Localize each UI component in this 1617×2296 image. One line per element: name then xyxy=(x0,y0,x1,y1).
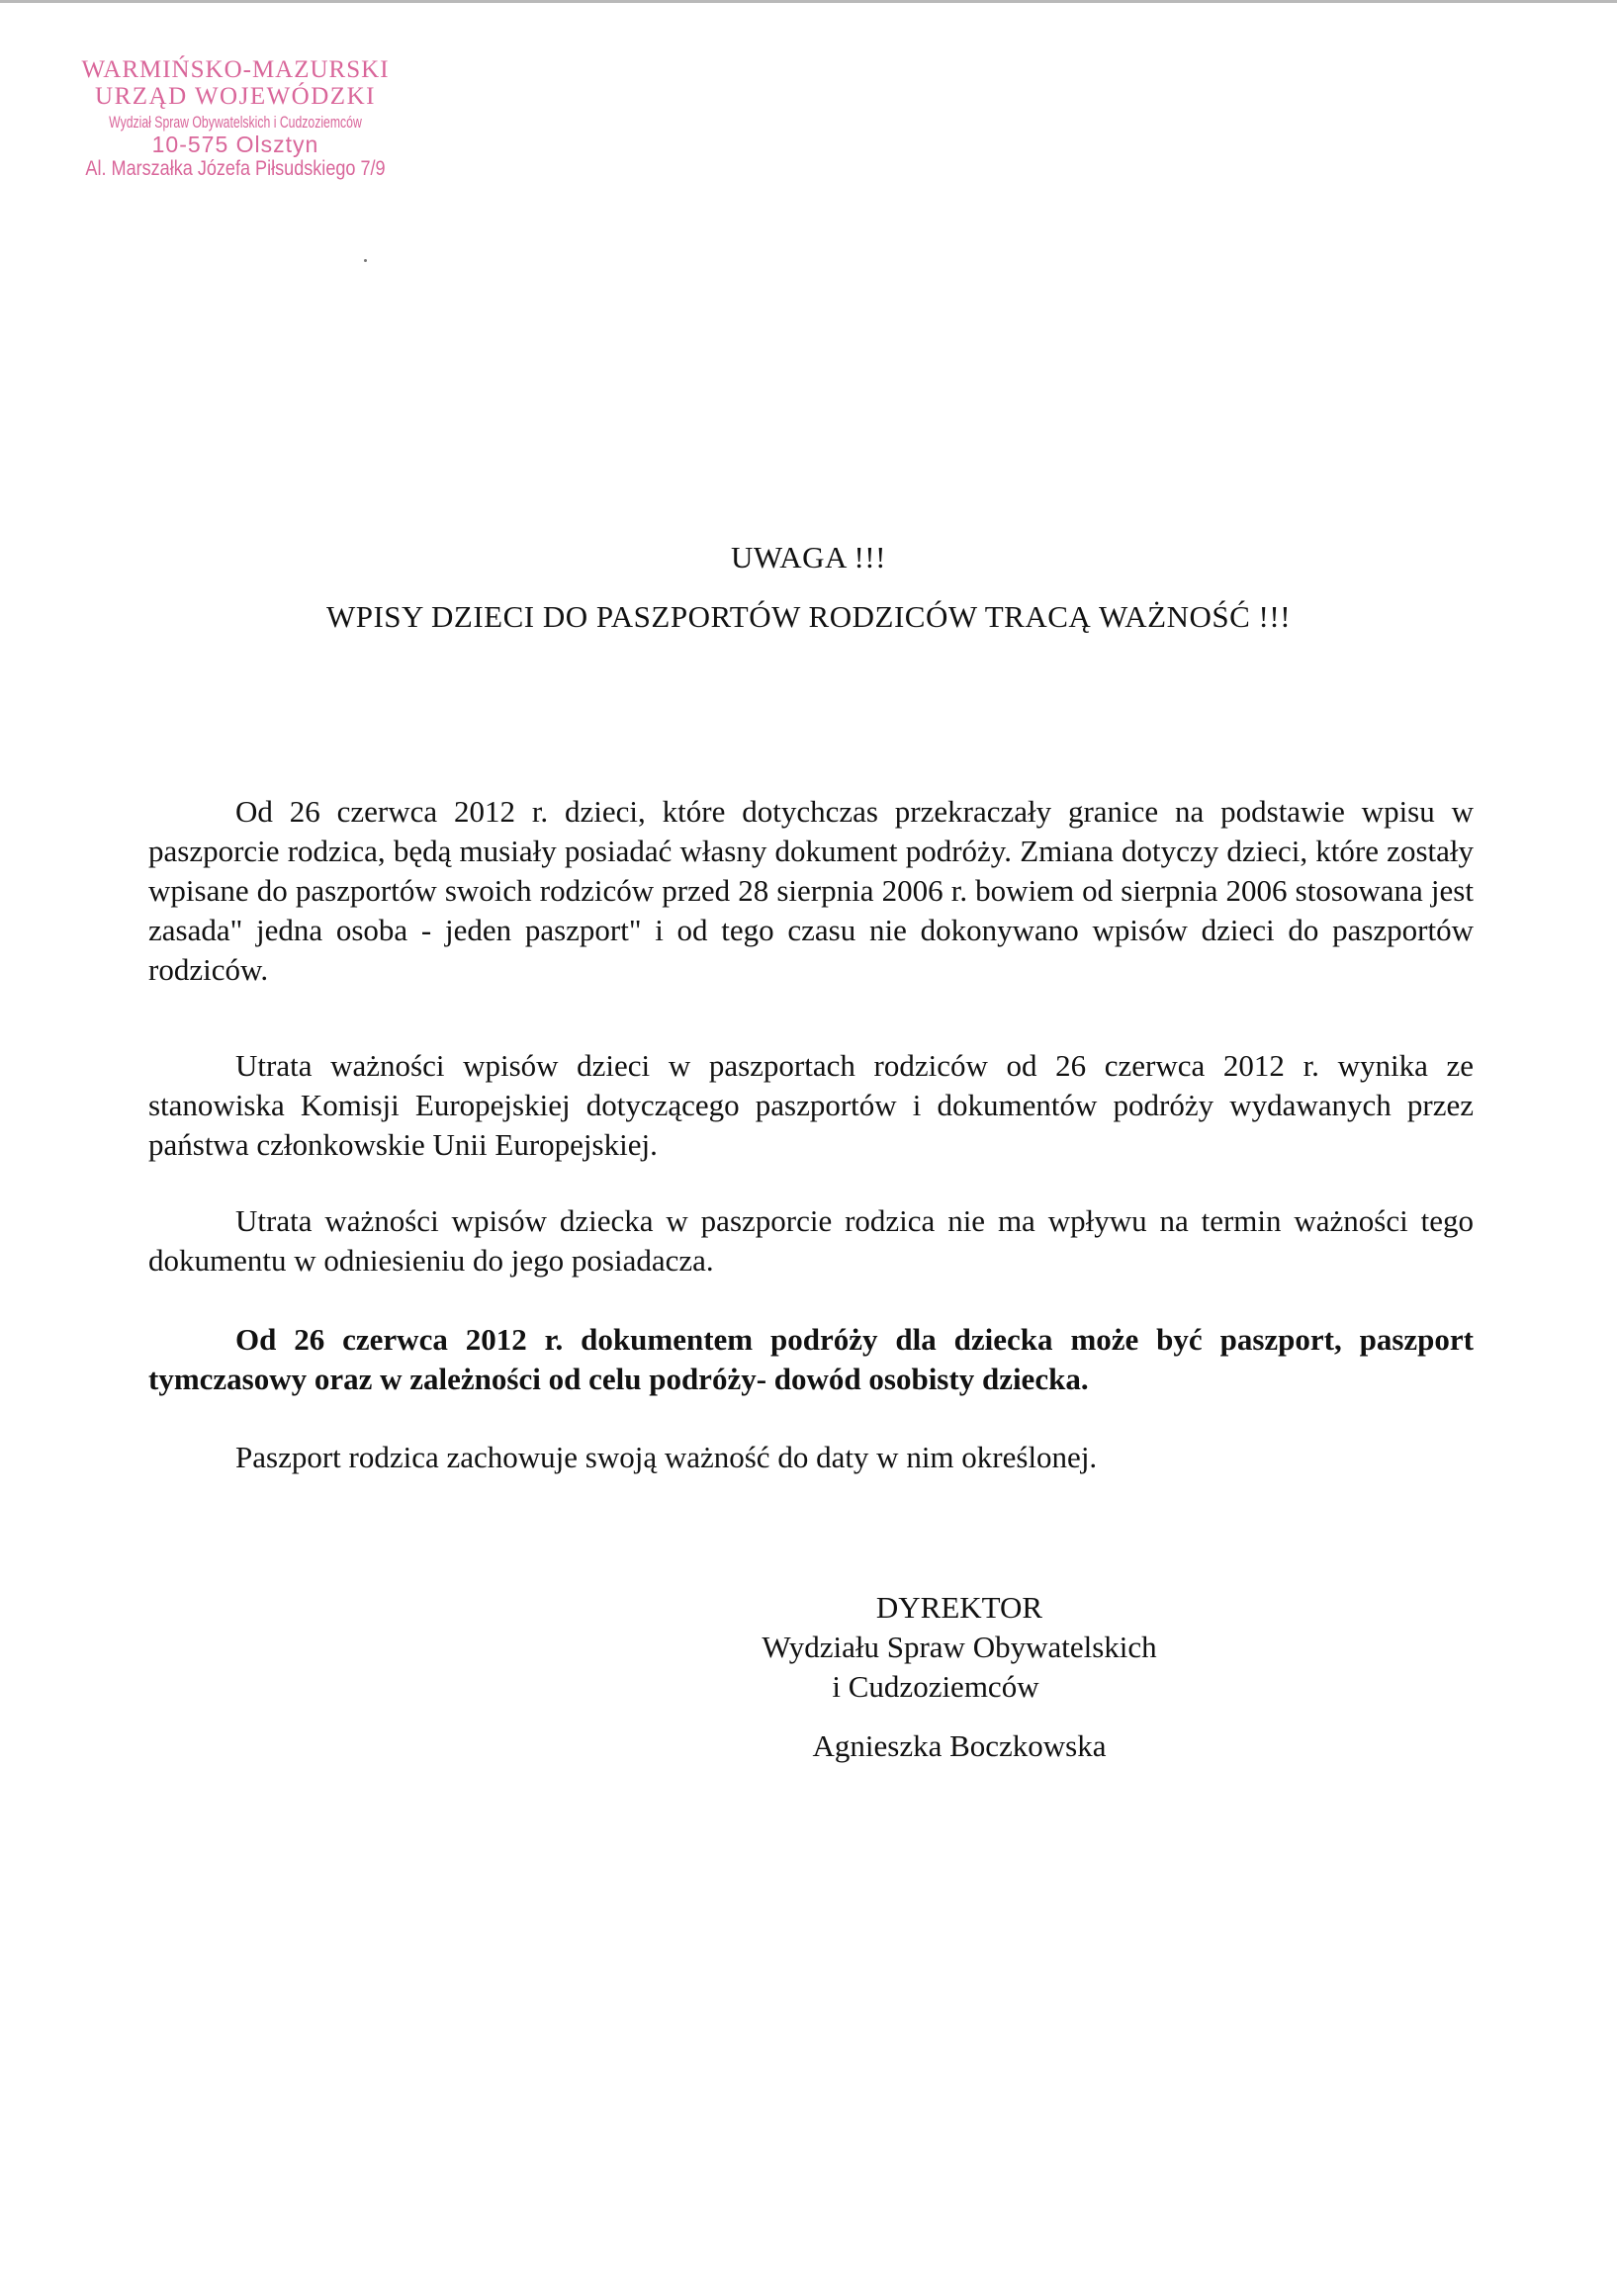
signature-title: DYREKTOR xyxy=(875,1590,1043,1625)
paragraph-parent-passport: Paszport rodzica zachowuje swoją ważność do daty w nim określonej. xyxy=(235,1440,1098,1474)
paragraph-body: r. dzieci, które dotychczas przekraczały granice na podstawie wpisu w paszporcie rodzica, będą musiały posiadać własny dokument podróży. Zmiana dotyczy dzieci, które zostały wpisane do paszportów swoich rodziców przed 28 sierpnia 2006 r. bowiem od sierpnia 2006 stosowana jest zasada" jedna osoba - jeden paszport" i od tego czasu nie dokonywano wpisów dzieci do paszportów rodziców. xyxy=(148,794,1474,987)
office-stamp xyxy=(47,51,423,179)
stamp-office-region: WARMIŃSKO-MAZURSKI xyxy=(81,56,390,83)
signature-department-line1: Wydziału Spraw Obywatelskich xyxy=(762,1630,1157,1664)
stamp-department: Wydział Spraw Obywatelskich i Cudzoziemców xyxy=(109,113,362,132)
signatory-name: Agnieszka Boczkowska xyxy=(812,1728,1107,1763)
scan-speck xyxy=(364,259,367,262)
paragraph-prefix: Od xyxy=(235,794,290,829)
stamp-office-name: URZĄD WOJEWÓDZKI xyxy=(95,83,376,110)
paragraph-holder-validity: Utrata ważności wpisów dziecka w paszporcie rodzica nie ma wpływu na termin ważności tego dokumentu w odniesieniu do jego posiadacza. xyxy=(148,1203,1474,1278)
notice-heading: UWAGA !!! xyxy=(731,540,886,574)
scan-edge-line xyxy=(0,0,1617,3)
stamp-street-address: Al. Marszałka Józefa Piłsudskiego 7/9 xyxy=(85,157,386,180)
paragraph-legal-basis: Utrata ważności wpisów dzieci w paszportach rodziców od 26 czerwca 2012 r. wynika ze stanowiska Komisji Europejskiej dotyczącego paszportów i dokumentów podróży wydawanych przez państwa członkowskie Unii Europejskiej. xyxy=(148,1048,1474,1162)
signature-department-line2: i Cudzoziemców xyxy=(832,1669,1039,1704)
paragraph-effective-date xyxy=(148,792,1474,990)
paragraph-accepted-documents: Od 26 czerwca 2012 r. dokumentem podróży dla dziecka może być paszport, paszport tymczasowy oraz w zależności od celu podróży- dowód osobisty dziecka. xyxy=(148,1322,1474,1396)
stamp-postal-city: 10-575 Olsztyn xyxy=(151,132,319,157)
signature-block xyxy=(732,1588,1187,1707)
notice-subheading: WPISY DZIECI DO PASZPORTÓW RODZICÓW TRACĄ WAŻNOŚĆ !!! xyxy=(325,599,1292,634)
effective-date-emphasis: 26 czerwca 2012 xyxy=(289,794,515,829)
